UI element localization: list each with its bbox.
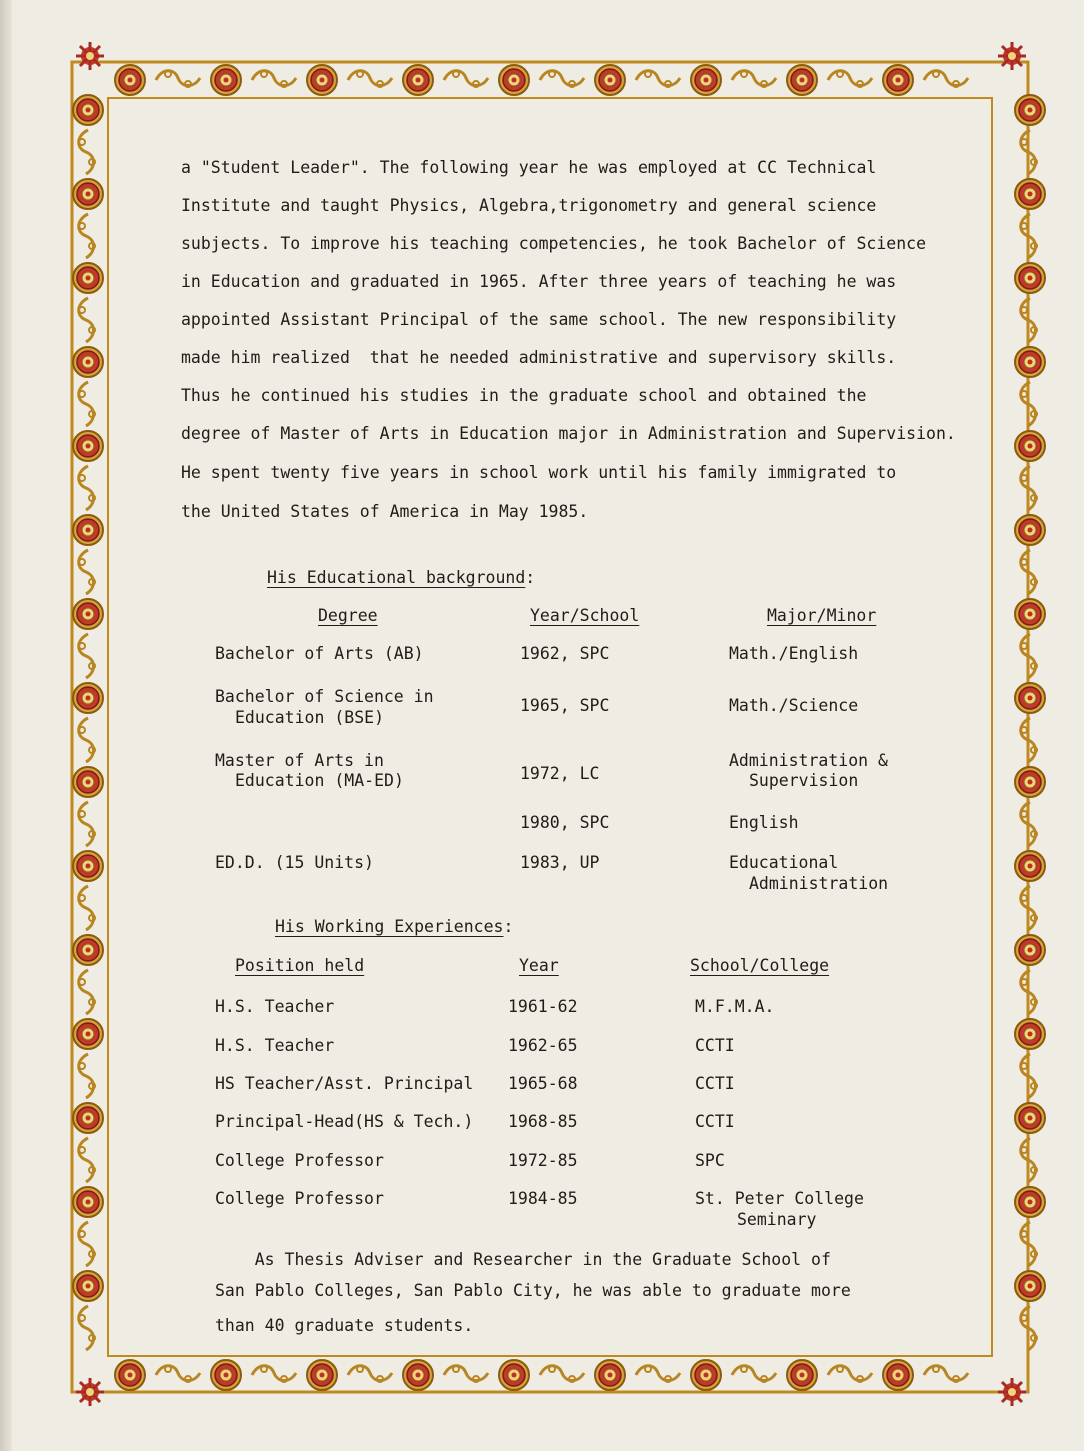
rosette-ornament-icon	[1015, 179, 1045, 209]
rosette-ornament-icon	[73, 1103, 103, 1133]
scroll-ornament-icon	[79, 382, 95, 426]
rosette-ornament-icon	[211, 65, 241, 95]
closing-line: San Pablo Colleges, San Pablo City, he was able to graduate more	[215, 1281, 851, 1300]
major-cell-continued: Supervision	[749, 771, 859, 790]
degree-cell: Bachelor of Science in	[215, 687, 434, 706]
rosette-ornament-icon	[499, 1360, 529, 1390]
school-cell: SPC	[695, 1151, 725, 1170]
major-cell: English	[729, 813, 799, 832]
fleur-corner-ornament-icon	[998, 42, 1026, 70]
scroll-ornament-icon	[924, 71, 968, 87]
year-cell: 1965-68	[508, 1074, 578, 1093]
rosette-ornament-icon	[1015, 431, 1045, 461]
scroll-ornament-icon	[79, 130, 95, 174]
school-cell: CCTI	[695, 1074, 735, 1093]
education-heading: His Educational background:	[267, 568, 536, 587]
rosette-ornament-icon	[1015, 683, 1045, 713]
paragraph-line: in Education and graduated in 1965. After three years of teaching he was	[181, 272, 897, 291]
position-column-header: Position held	[235, 956, 365, 975]
rosette-ornament-icon	[211, 1360, 241, 1390]
year-cell: 1961-62	[508, 997, 578, 1016]
rosette-ornament-icon	[73, 263, 103, 293]
fleur-corner-ornament-icon	[998, 1378, 1026, 1406]
rosette-ornament-icon	[73, 599, 103, 629]
scroll-ornament-icon	[156, 1366, 200, 1382]
rosette-ornament-icon	[499, 65, 529, 95]
school-cell-continued: Seminary	[737, 1210, 817, 1229]
position-cell: H.S. Teacher	[215, 1036, 335, 1055]
scroll-ornament-icon	[732, 1366, 776, 1382]
rosette-ornament-icon	[73, 851, 103, 881]
major-cell: Educational	[729, 853, 839, 872]
degree-cell: Bachelor of Arts (AB)	[215, 644, 424, 663]
scroll-ornament-icon	[79, 1306, 95, 1350]
rosette-ornament-icon	[73, 179, 103, 209]
scroll-ornament-icon	[79, 214, 95, 258]
rosette-ornament-icon	[1015, 767, 1045, 797]
rosette-ornament-icon	[307, 1360, 337, 1390]
scroll-ornament-icon	[828, 1366, 872, 1382]
major-minor-column-header: Major/Minor	[767, 606, 877, 625]
rosette-ornament-icon	[73, 95, 103, 125]
paragraph-line: Institute and taught Physics, Algebra,trigonometry and general science	[181, 196, 877, 215]
rosette-ornament-icon	[73, 767, 103, 797]
scroll-ornament-icon	[924, 1366, 968, 1382]
year-cell: 1965, SPC	[520, 696, 610, 715]
rosette-ornament-icon	[403, 65, 433, 95]
scroll-ornament-icon	[348, 71, 392, 87]
position-cell: Principal-Head(HS & Tech.)	[215, 1112, 474, 1131]
rosette-ornament-icon	[1015, 1019, 1045, 1049]
position-cell: College Professor	[215, 1189, 384, 1208]
rosette-ornament-icon	[1015, 263, 1045, 293]
scroll-ornament-icon	[540, 1366, 584, 1382]
rosette-ornament-icon	[1015, 599, 1045, 629]
rosette-ornament-icon	[73, 347, 103, 377]
closing-line: As Thesis Adviser and Researcher in the Graduate School of	[215, 1250, 831, 1269]
scroll-ornament-icon	[79, 1054, 95, 1098]
year-column-header: Year	[519, 956, 559, 975]
rosette-ornament-icon	[73, 935, 103, 965]
rosette-ornament-icon	[883, 1360, 913, 1390]
rosette-ornament-icon	[883, 65, 913, 95]
rosette-ornament-icon	[115, 65, 145, 95]
school-cell: CCTI	[695, 1036, 735, 1055]
rosette-ornament-icon	[595, 1360, 625, 1390]
paragraph-line: appointed Assistant Principal of the same school. The new responsibility	[181, 310, 897, 329]
year-cell: 1984-85	[508, 1189, 578, 1208]
rosette-ornament-icon	[73, 431, 103, 461]
rosette-ornament-icon	[73, 683, 103, 713]
rosette-ornament-icon	[73, 1271, 103, 1301]
paragraph-line: made him realized that he needed administrative and supervisory skills.	[181, 348, 897, 367]
rosette-ornament-icon	[1015, 515, 1045, 545]
rosette-ornament-icon	[73, 1019, 103, 1049]
rosette-ornament-icon	[403, 1360, 433, 1390]
rosette-ornament-icon	[1015, 1103, 1045, 1133]
closing-line: than 40 graduate students.	[215, 1316, 474, 1335]
rosette-ornament-icon	[1015, 347, 1045, 377]
school-cell: St. Peter College	[695, 1189, 864, 1208]
scroll-ornament-icon	[540, 71, 584, 87]
paragraph-line: a "Student Leader". The following year he was employed at CC Technical	[181, 158, 877, 177]
scroll-ornament-icon	[79, 1222, 95, 1266]
rosette-ornament-icon	[787, 1360, 817, 1390]
position-cell: H.S. Teacher	[215, 997, 335, 1016]
paragraph-line: subjects. To improve his teaching competencies, he took Bachelor of Science	[181, 234, 927, 253]
rosette-ornament-icon	[691, 1360, 721, 1390]
scroll-ornament-icon	[444, 1366, 488, 1382]
scroll-ornament-icon	[636, 71, 680, 87]
year-cell: 1962, SPC	[520, 644, 610, 663]
scroll-ornament-icon	[732, 71, 776, 87]
scroll-ornament-icon	[79, 634, 95, 678]
year-cell: 1983, UP	[520, 853, 600, 872]
rosette-ornament-icon	[1015, 851, 1045, 881]
rosette-ornament-icon	[1015, 1187, 1045, 1217]
rosette-ornament-icon	[1015, 1271, 1045, 1301]
degree-cell: Master of Arts in	[215, 751, 384, 770]
year-cell: 1972-85	[508, 1151, 578, 1170]
major-cell: Math./English	[729, 644, 859, 663]
scroll-ornament-icon	[348, 1366, 392, 1382]
paragraph-line: Thus he continued his studies in the graduate school and obtained the	[181, 386, 867, 405]
scroll-ornament-icon	[79, 970, 95, 1014]
position-cell: HS Teacher/Asst. Principal	[215, 1074, 474, 1093]
scroll-ornament-icon	[156, 71, 200, 87]
scroll-ornament-icon	[828, 71, 872, 87]
scroll-ornament-icon	[79, 1138, 95, 1182]
scroll-ornament-icon	[252, 71, 296, 87]
rosette-ornament-icon	[73, 1187, 103, 1217]
rosette-ornament-icon	[595, 65, 625, 95]
scroll-ornament-icon	[252, 1366, 296, 1382]
experience-heading: His Working Experiences:	[275, 917, 514, 936]
major-cell: Administration &	[729, 751, 888, 770]
year-cell: 1980, SPC	[520, 813, 610, 832]
degree-cell: ED.D. (15 Units)	[215, 853, 374, 872]
degree-cell-continued: Education (BSE)	[235, 708, 385, 727]
paragraph-line: degree of Master of Arts in Education major in Administration and Supervision.	[181, 424, 956, 443]
paragraph-line: He spent twenty five years in school work until his family immigrated to	[181, 463, 897, 482]
year-school-column-header: Year/School	[530, 606, 640, 625]
school-column-header: School/College	[690, 956, 830, 975]
scroll-ornament-icon	[79, 718, 95, 762]
rosette-ornament-icon	[1015, 95, 1045, 125]
scroll-ornament-icon	[636, 1366, 680, 1382]
scroll-ornament-icon	[79, 802, 95, 846]
scroll-ornament-icon	[79, 298, 95, 342]
year-cell: 1962-65	[508, 1036, 578, 1055]
position-cell: College Professor	[215, 1151, 384, 1170]
school-cell: CCTI	[695, 1112, 735, 1131]
degree-cell-continued: Education (MA-ED)	[235, 771, 404, 790]
scroll-ornament-icon	[79, 466, 95, 510]
rosette-ornament-icon	[691, 65, 721, 95]
school-cell: M.F.M.A.	[695, 997, 775, 1016]
year-cell: 1972, LC	[520, 764, 600, 783]
scroll-ornament-icon	[79, 886, 95, 930]
rosette-ornament-icon	[73, 515, 103, 545]
fleur-corner-ornament-icon	[76, 1378, 104, 1406]
major-cell-continued: Administration	[749, 874, 889, 893]
major-cell: Math./Science	[729, 696, 859, 715]
rosette-ornament-icon	[787, 65, 817, 95]
degree-column-header: Degree	[318, 606, 378, 625]
scroll-ornament-icon	[444, 71, 488, 87]
scroll-ornament-icon	[79, 550, 95, 594]
rosette-ornament-icon	[1015, 935, 1045, 965]
rosette-ornament-icon	[115, 1360, 145, 1390]
fleur-corner-ornament-icon	[76, 42, 104, 70]
paragraph-line: the United States of America in May 1985.	[181, 502, 589, 521]
rosette-ornament-icon	[307, 65, 337, 95]
year-cell: 1968-85	[508, 1112, 578, 1131]
